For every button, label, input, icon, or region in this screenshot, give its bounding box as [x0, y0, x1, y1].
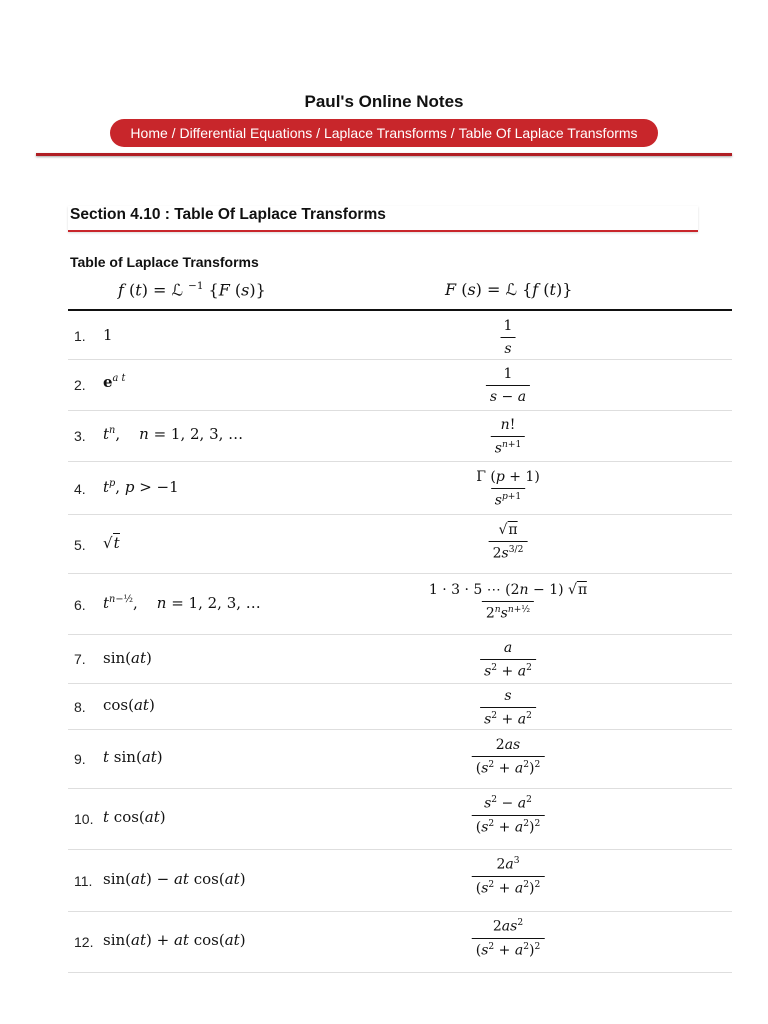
row-number: 9.: [74, 751, 86, 767]
row-ft: sin(at) + at cos(at): [103, 931, 246, 949]
table-row: [68, 311, 732, 360]
row-ft: √t: [103, 534, 120, 552]
breadcrumb-table-of-laplace-transforms[interactable]: Table Of Laplace Transforms: [458, 125, 638, 141]
row-number: 10.: [74, 811, 94, 827]
breadcrumb-home[interactable]: Home: [130, 125, 168, 141]
row-ft: t sin(at): [103, 748, 163, 766]
row-number: 4.: [74, 481, 86, 497]
row-fs: $\frac{2as}{(s^2 + a^2)^2}$: [472, 734, 545, 777]
site-title[interactable]: Paul's Online Notes: [304, 92, 464, 111]
table-row: [68, 849, 732, 912]
row-ft: sin(at): [103, 649, 152, 667]
row-fs: $\frac{2a^3}{(s^2 + a^2)^2}$: [472, 854, 545, 897]
row-ft: $t^n$, n = 1, 2, 3, …: [103, 425, 244, 443]
row-fs: $\frac{s}{s^2 + a^2}$: [480, 685, 536, 728]
column-header-ft: f (t) = ℒ $^{-1}$ {F (s)}: [118, 280, 266, 300]
table-row: [68, 410, 732, 462]
row-ft: cos(at): [103, 696, 155, 714]
row-fs: $\frac{1}{s}$: [500, 315, 517, 357]
table-row: [68, 788, 732, 850]
breadcrumb-separator: /: [167, 125, 180, 141]
table-caption: Table of Laplace Transforms: [70, 254, 259, 270]
breadcrumb-separator: /: [446, 125, 459, 141]
row-number: 12.: [74, 934, 94, 950]
row-ft: $t^{n-\frac{1}{2}}$, n = 1, 2, 3, …: [103, 594, 261, 612]
row-fs: $\frac{√\pi}{2s^{3/2}}$: [489, 519, 528, 562]
section-header: [68, 206, 698, 232]
row-number: 3.: [74, 428, 86, 444]
row-number: 6.: [74, 597, 86, 613]
column-header-fs: F (s) = ℒ {f (t)}: [445, 280, 573, 299]
row-fs: $\frac{n!}{s^{n+1}}$: [491, 414, 525, 457]
row-ft: t cos(at): [103, 808, 166, 826]
row-number: 5.: [74, 537, 86, 553]
table-row: [68, 634, 732, 684]
row-number: 7.: [74, 651, 86, 667]
row-number: 1.: [74, 328, 86, 344]
row-fs: $\frac{\Gamma (p + 1)}{s^{p+1}}$: [476, 469, 540, 509]
row-fs: $\frac{a}{s^2 + a^2}$: [480, 637, 536, 680]
table-row: [68, 514, 732, 574]
row-ft: $t^p$, p > −1: [103, 478, 179, 496]
table-row: [68, 729, 732, 789]
section-title: Section 4.10 : Table Of Laplace Transforms: [70, 206, 386, 223]
row-ft: $e^{a t}$: [103, 373, 126, 391]
table-row: [68, 461, 732, 515]
row-fs: $\frac{1 \cdot 3 \cdot 5 \cdots (2n - 1) √\pi}{2^ns^{n+\frac{1}{2}}}$: [428, 582, 588, 622]
row-ft: 1: [103, 326, 113, 344]
row-ft: sin(at) − at cos(at): [103, 870, 246, 888]
breadcrumb-differential-equations[interactable]: Differential Equations: [179, 125, 313, 141]
table-row: [68, 359, 732, 411]
row-number: 2.: [74, 377, 86, 393]
row-fs: $\frac{2as^2}{(s^2 + a^2)^2}$: [472, 916, 545, 959]
row-number: 11.: [74, 873, 93, 889]
breadcrumb: [110, 119, 658, 147]
row-fs: $\frac{1}{s - a}$: [486, 363, 530, 405]
breadcrumb-laplace-transforms[interactable]: Laplace Transforms: [323, 125, 447, 141]
table-row: [68, 683, 732, 730]
breadcrumb-separator: /: [312, 125, 324, 141]
table-row: [68, 911, 732, 973]
row-number: 8.: [74, 699, 86, 715]
header-divider: [36, 153, 732, 156]
row-fs: $\frac{s^2 - a^2}{(s^2 + a^2)^2}$: [472, 793, 545, 836]
table-row: [68, 573, 732, 635]
